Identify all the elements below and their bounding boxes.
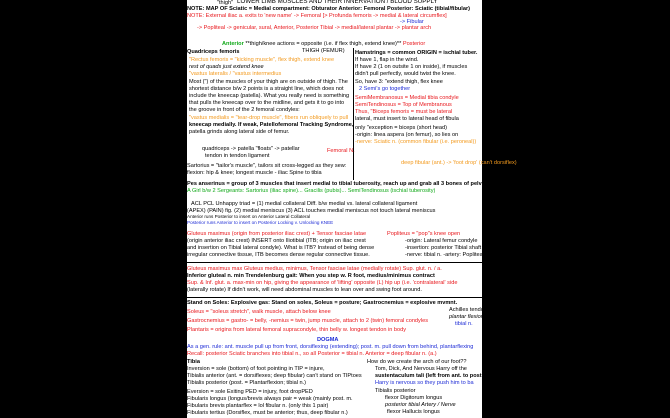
popliteus-line: Popliteus = "pop"s knee open: [387, 231, 461, 237]
acl-row3: Anterior runs Posterior to insert on Anterior Lateral Collateral: [187, 214, 311, 219]
quad-line: include the kneecap (patella). What you really need is something: [189, 93, 350, 99]
hamstring-line: Thus, "Biceps femoris = must be lateral: [355, 109, 453, 115]
page-title: LOWER LIMB MUSCLES AND THEIR INNERVATION / BLOOD SUPPLY: [237, 0, 438, 5]
glut-max-line3: and insertion on Tibial lateral condyle). What is ITB? Instead of being dense: [187, 245, 375, 251]
dogma-line1: As a gen. rule: ant. muscle pull up from front, dorsiflexing (extending); post. m. pull down from behind, plantarflexing: [187, 344, 474, 350]
arch-line: Tibialis posterior: [375, 388, 416, 394]
gluteal-row4: (laterally rotate) If didn't work, will need abdominal muscles to lean over and swing foot around.: [187, 287, 422, 293]
thigh-label: "thigh": [217, 0, 234, 6]
quad-line: "vastus medialis = "tear-drop muscle", fibers run obliquely to pull: [189, 115, 349, 121]
tibia-line: Tibialis posterior (post. = Plantarflexion; tibial n.): [187, 380, 307, 386]
note-fibular: -> Fibular: [400, 19, 424, 25]
quad-tendon-row2: tendon in tendon ligament: [205, 153, 270, 159]
arch-line: flexor Digitorum longus: [385, 395, 443, 401]
tibia-line: Tibialis anterior (ant. = dorsiflexes; deep fibular) can't stand on TIPtoes: [187, 373, 362, 379]
quad-line: the groove in front of the 2 femoral condyles:: [189, 107, 300, 113]
sartorius-line2: flexion: hip & knee; longest muscle - iliac Spine to tibia: [187, 170, 322, 176]
quad-line: patella grinds along lateral side of femur.: [189, 129, 290, 135]
note-popliteal: -> Popliteal -> genicular, sural, Anterior, Posterior Tibial -> medial/lateral plantar -> plantar arch: [197, 25, 432, 31]
quad-line: rest of quads just extend knee: [189, 64, 264, 70]
tibia-title: Tibia: [187, 359, 200, 365]
hamstring-line: SemiTendinosus = Top of Membranous: [355, 102, 452, 108]
pes-anserinus-2: A Girl b/w 2 Sergeants: Sartorius (iliac spine)... Gracilis (pubis)... SemiTendinosus (ischial tuberosity): [187, 188, 436, 194]
hamstring-line: So, have 3: "extend thigh, flex knee: [355, 79, 443, 85]
tibial-n-label: tibial n.: [455, 321, 473, 327]
gluteal-row2: Inferior gluteal n. min Trendelenburg gait: When you step w. R foot, medius/minimus contract: [187, 273, 435, 279]
quad-title: Quadriceps femoris: [187, 49, 240, 55]
acl-row: ACL PCL Unhappy triad = (1) medial collateral Diff. b/w medial vs. lateral collateral ligament: [191, 201, 418, 207]
popliteus-line2: -origin: Lateral femur condyle: [405, 238, 478, 244]
hamstring-line: only "exception = biceps (short head): [355, 125, 448, 131]
quad-tendon-row: quadriceps -> patella "floats" -> patellar: [202, 146, 300, 152]
sartorius-line: Sartorius = "tailor's muscle", tailors sit cross-legged as they sew:: [187, 163, 347, 169]
hamstring-line: SemiMembranosus = Medial tibia condyle: [355, 95, 459, 101]
glut-max-line4: irregular connective tissue, ITB becomes dense regular connective tissue.: [187, 252, 370, 258]
stand-on-soles: Stand on Soles: Explosive gas: Stand on soles, Soleus = posture; Gastrocnemius = explosive mvmnt.: [187, 300, 458, 306]
thigh-heading: THIGH (FEMUR): [302, 48, 345, 54]
tibia-line: Fibularis longus (longus/brevis always pair = weak (mainly post. m.: [187, 396, 353, 402]
hamstring-line: -origin: linea aspera (on femur), so lies on: [355, 132, 459, 138]
gastro-line: Gastrocnemius = gastro- = belly, -nemius = twin, jump muscle, attach to 2 (twin) femoral condyles: [187, 318, 428, 324]
notes-page: [187, 0, 517, 418]
arch-line: flexor Hallucis longus: [387, 409, 440, 415]
tibia-line: Fibularis brevis plantarflex = lol fibular n. (only this 1 pair): [187, 403, 329, 409]
soleus-line: Soleus = "soleus stretch", walk muscle, attach below knee: [187, 309, 331, 315]
thigh-note-row: Anterior **thigh/knee actions = opposite (i.e. if flex thigh, extend knee)** Posterior: [222, 41, 426, 47]
pes-anserinus: Pes anserinus = group of 3 muscles that insert medial to tibial tuberosity, reach up and grab all 3 bones of pelvis: [187, 181, 487, 187]
achilles-label: Achilles tendon: [449, 307, 487, 313]
hamstring-line: lateral, must insert to lateral head of fibula: [355, 116, 459, 122]
plantar-flexion-label: plantar flexion: [449, 314, 484, 320]
deep-fibular-note: deep fibular (ant.) -> 'foot drop' (can't dorsiflex): [401, 160, 517, 166]
arch-line: sustentaculum tali (left from ant. to post: [375, 373, 482, 379]
popliteus-line4: -nerve: tibial n. -artery: Popliteal: [405, 252, 484, 258]
hamstring-line: didn't pull perfectly, would twist the knee.: [355, 71, 456, 77]
hamstring-line: -nerve: Sciatic n. (common fibular (i.e. peroneal)): [355, 139, 477, 145]
hamstring-line: If have 1, flap in the wind.: [355, 57, 419, 63]
quad-line: Most (") of the muscles of your thigh are on outside of thigh. The: [189, 79, 348, 85]
tibia-line: Eversion = sole Exiting PED = injury, foot dropPED: [187, 389, 313, 395]
gluteal-row1: Gluteus maximus max Gluteus medius, minimus, Tensor fasciae latae (medially rotate) Sup. glut. n. / a.: [187, 266, 442, 272]
acl-row4: Posterior runs Anterior to insert on Posterior Locking v. Unlocking KNEE: [187, 220, 334, 225]
quad-line: kneecap medially. If weak, Patellofemoral Tracking Syndrome,: [189, 122, 354, 128]
acl-row2: (APEX) (PAIN) fig. (2) medial meniscus (3) ACL touches medial meniscus not touch lateral meniscus: [187, 208, 436, 214]
plantaris-line: Plantaris = origins from lateral femoral supracondyle, thin belly w. longest tendon in body: [187, 327, 407, 333]
popliteus-line3: -insertion: posterior Tibial shaft: [405, 245, 482, 251]
quad-line: "Rectus femoris = "kicking muscle", flex thigh, extend knee: [189, 57, 335, 63]
quad-line: shortest distance b/w 2 points is a straight line, which does not: [189, 86, 344, 92]
arch-question: How do we create the arch of our foot??: [367, 359, 467, 365]
dogma-title: DOGMA: [317, 337, 339, 343]
glut-max-line: Gluteus maximus (origin from posterior iliac crest) + Tensor fasciae latae: [187, 231, 367, 237]
gluteal-row3: Sup. & Inf. glut. a. max-min on hip, giving the appearance of 'lifting' opposite (L) hip up (i.e. 'contralateral' side: [187, 280, 458, 286]
quad-line: "vastus lateralis / "vastus intermedius: [189, 71, 282, 77]
hamstring-line: 2 Semi's go together: [359, 86, 411, 92]
hamstring-line: Hamstrings = common ORIGIN = ischial tuber.: [355, 50, 478, 56]
arch-line: Harry is nervous so they push him to ba: [375, 380, 474, 386]
tibia-line: Inversion = sole (bottom) of foot pointing in TIP = injure,: [187, 366, 325, 372]
note-sciatic-map: NOTE: MAP OF Sciatic = Medial compartment: Obturator Anterior: Femoral Posterior: Sciatic (tibial/fibular): [187, 6, 470, 12]
divider: [187, 262, 482, 263]
hamstring-line: If have 2 (1 on outsite 1 on inside), if muscles: [355, 64, 468, 70]
arch-line: Tom, Dick, And Nervous Harry off the: [375, 366, 467, 372]
dogma-line2: Recall: posterior Sciatic branches into tibial n., so all Posterior = tibial n. Anterior = deep fibular n. (a.): [187, 351, 437, 357]
arch-line: posterior tibial Artery / Nerve: [385, 402, 456, 408]
glut-max-line2: (origin anterior iliac crest) INSERT onto Iliotibial (ITB; origin on iliac crest: [187, 238, 366, 244]
divider: [187, 297, 482, 298]
femoral-n-label: Femoral N.: [327, 148, 355, 154]
tibia-line: Fibularis tertius (Dorsiflex, must be anterior; thus, deep fibular n.): [187, 410, 348, 416]
quad-line: that pulls the kneecap over to the midline, and gets it to go into: [189, 100, 345, 106]
note-external-iliac: NOTE: External iliac a. exits to 'new name' -> Femoral [> Profunda femoris -> medial & lateral circumflex]: [187, 13, 447, 19]
